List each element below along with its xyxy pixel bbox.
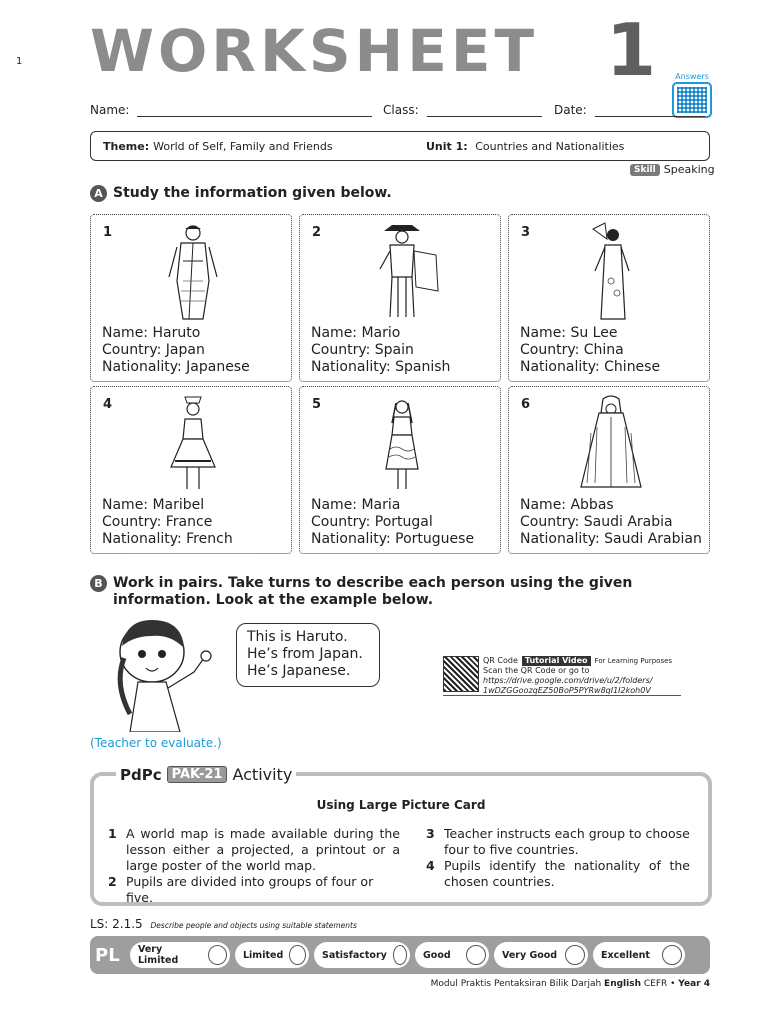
card-nationality: Nationality: Chinese — [520, 359, 661, 375]
footer: Modul Praktis Pentaksiran Bilik Darjah English CEFR • Year 4 — [430, 979, 710, 989]
section-b-badge: B — [90, 575, 107, 592]
teacher-note: (Teacher to evaluate.) — [90, 736, 222, 750]
card-number: 4 — [103, 397, 113, 412]
pl-level-label: Good — [423, 949, 451, 961]
theme-value: World of Self, Family and Friends — [153, 139, 333, 153]
ls-desc: Describe people and objects using suitable statements — [150, 921, 357, 930]
person-figure-icon — [362, 393, 442, 497]
card-country: Country: Saudi Arabia — [520, 514, 673, 530]
unit-value: Countries and Nationalities — [475, 140, 625, 153]
card-nationality: Nationality: Portuguese — [311, 531, 475, 547]
tutorial-url-1[interactable]: https://drive.google.com/drive/u/2/folders/ — [483, 676, 653, 685]
item-number: 3 — [426, 826, 435, 841]
pl-level-label: Limited — [243, 949, 284, 961]
card-name: Name: Haruto — [102, 325, 201, 341]
pl-level-good[interactable] — [415, 942, 489, 968]
pl-checkbox[interactable] — [208, 945, 227, 965]
item-text: Pupils are divided into groups of four or five. — [126, 874, 374, 905]
card-name: Name: Su Lee — [520, 325, 618, 341]
card-nationality: Nationality: Japanese — [102, 359, 250, 375]
person-card — [508, 386, 710, 554]
pl-level-limited[interactable] — [235, 942, 309, 968]
card-name: Name: Abbas — [520, 497, 614, 513]
person-card — [90, 214, 292, 382]
item-text: A world map is made available during the lesson either a projected, a printout or a large poster of the world map. — [126, 826, 400, 873]
page-mark: 1 — [16, 56, 23, 67]
skill-value: Speaking — [663, 163, 715, 176]
item-number: 4 — [426, 858, 435, 873]
person-figure-icon — [362, 221, 442, 325]
pl-checkbox[interactable] — [565, 945, 585, 965]
tutorial-url-2[interactable]: 1wDZGGoozqEZ50BoP5PYRw8qI1I2koh0V — [483, 686, 651, 695]
pl-checkbox[interactable] — [393, 945, 407, 965]
bubble-line: He’s from Japan. — [247, 646, 363, 662]
class-field[interactable] — [383, 103, 542, 117]
unit-label: Unit 1: — [426, 140, 468, 153]
footer-cefr: CEFR — [643, 979, 668, 989]
card-number: 3 — [521, 225, 531, 240]
performance-level-bar — [90, 936, 710, 974]
tutorial-qr-icon[interactable] — [443, 656, 479, 692]
theme-box — [90, 131, 710, 161]
item-text: Teacher instructs each group to choose four to five countries. — [444, 826, 690, 857]
section-a-instruction: Study the information given below. — [113, 185, 392, 201]
answers-label: Answers — [675, 72, 709, 81]
class-label: Class: — [383, 103, 419, 117]
card-nationality: Nationality: French — [102, 531, 233, 547]
pdpc-heading: Using Large Picture Card — [316, 798, 486, 812]
date-label: Date: — [554, 103, 587, 117]
skill-tag: Skill — [630, 164, 660, 176]
unit-info — [426, 140, 624, 153]
pl-checkbox[interactable] — [289, 945, 306, 965]
for-learning-label: For Learning Purposes — [594, 657, 673, 665]
list-item — [426, 858, 690, 890]
card-country: Country: Portugal — [311, 514, 433, 530]
learning-standard — [90, 917, 357, 931]
section-b-instruction: Work in pairs. Take turns to describe each person using the given information. Look at the example below. — [113, 575, 633, 608]
pl-level-excellent[interactable] — [593, 942, 685, 968]
card-country: Country: France — [102, 514, 213, 530]
card-nationality: Nationality: Saudi Arabian — [520, 531, 702, 547]
pdpc-suffix: Activity — [232, 765, 293, 784]
person-figure-icon — [153, 221, 233, 325]
pl-level-very-good[interactable] — [494, 942, 588, 968]
section-b-heading — [90, 575, 710, 609]
speech-bubble — [236, 623, 380, 687]
card-country: Country: Japan — [102, 342, 205, 358]
card-nationality: Nationality: Spanish — [311, 359, 451, 375]
ls-label: LS: 2.1.5 — [90, 917, 143, 931]
bubble-line: This is Haruto. — [247, 629, 348, 645]
bubble-line: He’s Japanese. — [247, 663, 351, 679]
tutorial-video-label: Tutorial Video — [522, 656, 591, 666]
pdpc-prefix: PdPc — [120, 765, 162, 784]
girl-illustration-icon — [110, 614, 222, 732]
worksheet-title: WORKSHEET — [90, 17, 539, 85]
date-field[interactable] — [554, 103, 705, 117]
class-line[interactable] — [427, 105, 542, 117]
card-number: 2 — [312, 225, 322, 240]
pdpc-list-left — [108, 826, 400, 906]
card-name: Name: Mario — [311, 325, 401, 341]
pl-level-very-limited[interactable] — [130, 942, 230, 968]
pl-level-label: Very Limited — [138, 944, 179, 966]
pl-checkbox[interactable] — [466, 945, 486, 965]
pl-level-label: Very Good — [502, 949, 558, 961]
pak21-badge: PAK-21 — [167, 766, 228, 783]
pdpc-activity-box — [90, 772, 712, 906]
section-a-badge: A — [90, 185, 107, 202]
footer-year: Year 4 — [678, 979, 710, 989]
skill-indicator — [630, 163, 715, 176]
tutorial-video-box[interactable] — [443, 656, 681, 696]
card-name: Name: Maria — [311, 497, 401, 513]
person-figure-icon — [571, 393, 651, 497]
item-number: 2 — [108, 874, 117, 889]
footer-text: Modul Praktis Pentaksiran Bilik Darjah — [430, 979, 602, 989]
item-number: 1 — [108, 826, 117, 841]
pl-level-label: Satisfactory — [322, 949, 387, 961]
name-label: Name: — [90, 103, 130, 117]
person-figure-icon — [571, 221, 651, 325]
card-name: Name: Maribel — [102, 497, 205, 513]
list-item — [108, 874, 400, 906]
card-number: 6 — [521, 397, 531, 412]
card-country: Country: China — [520, 342, 624, 358]
person-card — [508, 214, 710, 382]
worksheet-number: 1 — [606, 8, 657, 92]
footer-subject: English — [604, 979, 641, 989]
pl-level-satisfactory[interactable] — [314, 942, 410, 968]
section-a-heading — [90, 185, 392, 202]
person-card — [299, 214, 501, 382]
card-number: 5 — [312, 397, 322, 412]
person-figure-icon — [153, 393, 233, 497]
theme-label: Theme: — [103, 139, 150, 153]
name-field[interactable] — [90, 103, 372, 117]
card-number: 1 — [103, 225, 113, 240]
pdpc-list-right — [426, 826, 690, 890]
pl-label: PL — [95, 944, 120, 966]
tutorial-scan-text: Scan the QR Code or go to — [483, 666, 590, 675]
card-country: Country: Spain — [311, 342, 414, 358]
tutorial-qr-label: QR Code — [483, 656, 518, 665]
person-card — [299, 386, 501, 554]
pl-checkbox[interactable] — [662, 945, 682, 965]
person-card — [90, 386, 292, 554]
pdpc-title — [116, 765, 296, 784]
date-line[interactable] — [595, 105, 705, 117]
name-line[interactable] — [137, 105, 372, 117]
pl-level-label: Excellent — [601, 949, 650, 961]
list-item — [108, 826, 400, 874]
list-item — [426, 826, 690, 858]
item-text: Pupils identify the nationality of the chosen countries. — [444, 858, 690, 889]
